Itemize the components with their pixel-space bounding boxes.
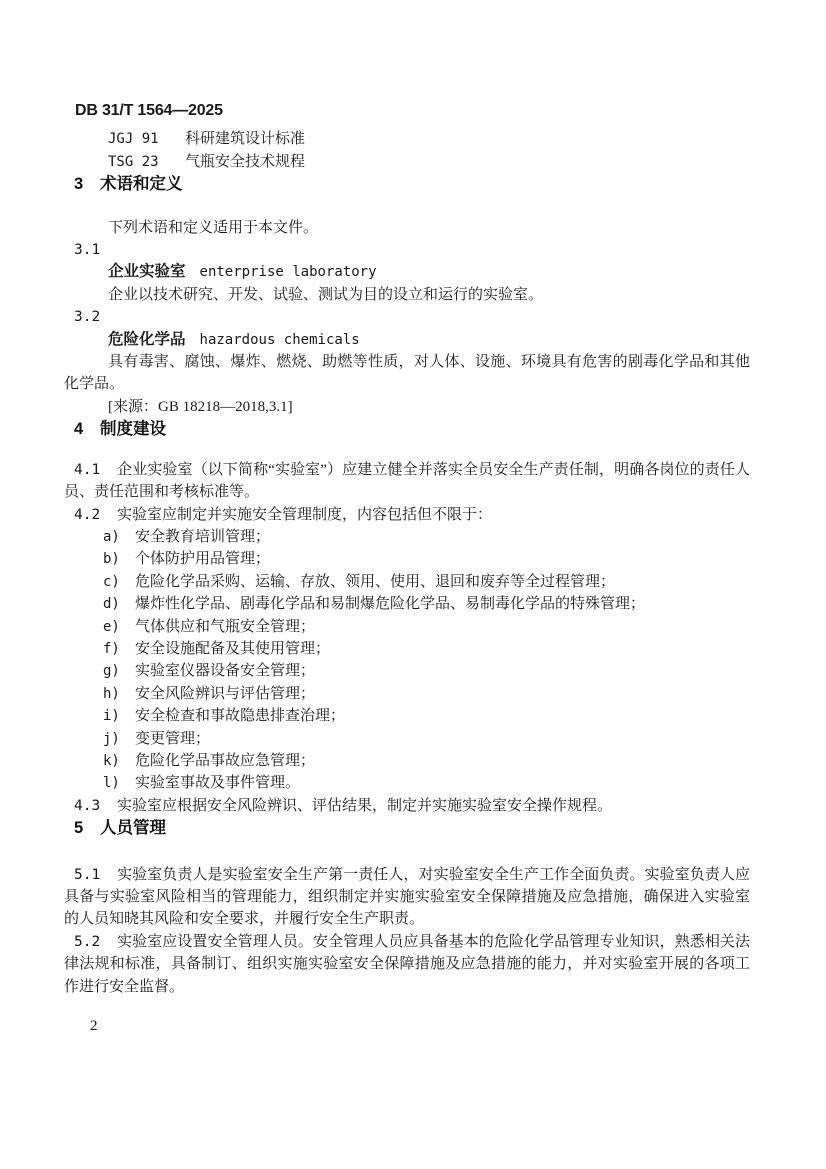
section-heading-personnel bbox=[64, 817, 750, 839]
clause-number: 4.1 bbox=[74, 461, 101, 478]
list-item bbox=[64, 728, 750, 750]
term-name bbox=[64, 329, 750, 351]
reference-title: 科研建筑设计标准 bbox=[185, 131, 306, 148]
list-item-text: 变更管理； bbox=[135, 730, 211, 747]
reference-title: 气瓶安全技术规程 bbox=[185, 153, 306, 170]
list-item-text: 实验室事故及事件管理。 bbox=[135, 775, 301, 792]
clause-text: 实验室应制定并实施安全管理制度，内容包括但不限于： bbox=[117, 506, 493, 523]
list-item-label: k) bbox=[103, 752, 120, 769]
list-item bbox=[64, 571, 750, 593]
term-english: enterprise laboratory bbox=[199, 264, 377, 281]
list-item bbox=[64, 548, 750, 570]
term-english: hazardous chemicals bbox=[199, 331, 360, 348]
terms-intro: 下列术语和定义适用于本文件。 bbox=[108, 219, 319, 236]
list-item-text: 安全风险辨识与评估管理； bbox=[135, 685, 316, 702]
clause-number: 5.2 bbox=[74, 933, 101, 950]
list-item-text: 个体防护用品管理； bbox=[135, 551, 271, 568]
section-number: 4 bbox=[74, 420, 84, 439]
term-entry bbox=[64, 239, 750, 306]
list-item-label: h) bbox=[103, 685, 120, 702]
section-number: 5 bbox=[74, 819, 84, 838]
list-item-label: f) bbox=[103, 640, 120, 657]
list-item-text: 安全教育培训管理； bbox=[135, 528, 271, 545]
section-number: 3 bbox=[74, 175, 84, 194]
section-title: 制度建设 bbox=[100, 420, 166, 439]
clause-4-3 bbox=[64, 795, 750, 817]
list-item-text: 气体供应和气瓶安全管理； bbox=[135, 618, 316, 635]
clause-4-2 bbox=[64, 504, 750, 526]
clause-number: 5.1 bbox=[74, 866, 101, 883]
list-item-text: 危险化学品采购、运输、存放、领用、使用、退回和废弃等全过程管理； bbox=[135, 573, 616, 590]
normative-references bbox=[64, 128, 750, 173]
list-item bbox=[64, 616, 750, 638]
list-item bbox=[64, 750, 750, 772]
clause-5-1 bbox=[64, 864, 750, 931]
term-entry bbox=[64, 306, 750, 418]
page-number: 2 bbox=[90, 1018, 98, 1035]
list-item-text: 爆炸性化学品、剧毒化学品和易制爆危险化学品、易制毒化学品的特殊管理； bbox=[135, 596, 646, 613]
list-item-label: c) bbox=[103, 573, 120, 590]
term-definition: 企业以技术研究、开发、试验、测试为目的设立和运行的实验室。 bbox=[108, 286, 544, 303]
term-number: 3.2 bbox=[74, 309, 101, 326]
term-definition: 具有毒害、腐蚀、爆炸、燃烧、助燃等性质，对人体、设施、环境具有危害的剧毒化学品和其他化学品。 bbox=[64, 354, 750, 393]
clause-text: 实验室应根据安全风险辨识、评估结果，制定并实施实验室安全操作规程。 bbox=[117, 797, 613, 814]
list-item-label: j) bbox=[103, 730, 120, 747]
clause-number: 4.2 bbox=[74, 506, 101, 523]
term-source: [来源：GB 18218—2018,3.1] bbox=[108, 398, 293, 415]
list-item-label: l) bbox=[103, 775, 120, 792]
list-item-label: g) bbox=[103, 663, 120, 680]
section-title: 术语和定义 bbox=[100, 175, 183, 194]
reference-code: JGJ 91 bbox=[108, 131, 159, 148]
reference-line bbox=[64, 151, 750, 173]
list-item bbox=[64, 772, 750, 794]
list-item-text: 危险化学品事故应急管理； bbox=[135, 752, 316, 769]
clause-text: 实验室应设置安全管理人员。安全管理人员应具备基本的危险化学品管理专业知识，熟悉相关法律法规和标准，具备制订、组织实施实验室安全保障措施及应急措施的能力，并对实验室开展的各项工作进行安全监督。 bbox=[64, 933, 750, 995]
list-item-label: b) bbox=[103, 551, 120, 568]
list-item-label: e) bbox=[103, 618, 120, 635]
list-item-label: i) bbox=[103, 708, 120, 725]
clause-number: 4.3 bbox=[74, 797, 101, 814]
list-item bbox=[64, 638, 750, 660]
reference-line bbox=[64, 128, 750, 150]
reference-code: TSG 23 bbox=[108, 153, 159, 170]
list-item bbox=[64, 705, 750, 727]
section-title: 人员管理 bbox=[100, 819, 166, 838]
term-name bbox=[64, 261, 750, 283]
term-chinese: 危险化学品 bbox=[108, 330, 186, 348]
section-heading-terms bbox=[64, 173, 750, 195]
section-heading-system bbox=[64, 418, 750, 440]
list-item bbox=[64, 683, 750, 705]
clause-text: 实验室负责人是实验室安全生产第一责任人，对实验室安全生产工作全面负责。实验室负责人应具备与实验室风险相当的管理能力，组织制定并实施实验室安全保障措施及应急措施，确保进入实验室的人员知晓其风险和安全要求，并履行安全生产职责。 bbox=[64, 866, 750, 928]
list-item bbox=[64, 526, 750, 548]
term-chinese: 企业实验室 bbox=[108, 263, 186, 281]
list-item-label: d) bbox=[103, 596, 120, 613]
clause-text: 企业实验室（以下简称“实验室”）应建立健全并落实全员安全生产责任制，明确各岗位的责任人员、责任范围和考核标准等。 bbox=[64, 461, 750, 501]
list-item-text: 实验室仪器设备安全管理； bbox=[135, 663, 316, 680]
list-item bbox=[64, 660, 750, 682]
list-item-text: 安全检查和事故隐患排查治理； bbox=[135, 708, 346, 725]
list-item bbox=[64, 593, 750, 615]
list-item-label: a) bbox=[103, 528, 120, 545]
clause-4-1 bbox=[64, 459, 750, 504]
term-number: 3.1 bbox=[74, 242, 101, 259]
standard-number-header: DB 31/T 1564—2025 bbox=[75, 102, 223, 119]
clause-5-2 bbox=[64, 931, 750, 998]
lettered-list bbox=[64, 526, 750, 795]
list-item-text: 安全设施配备及其使用管理； bbox=[135, 640, 331, 657]
